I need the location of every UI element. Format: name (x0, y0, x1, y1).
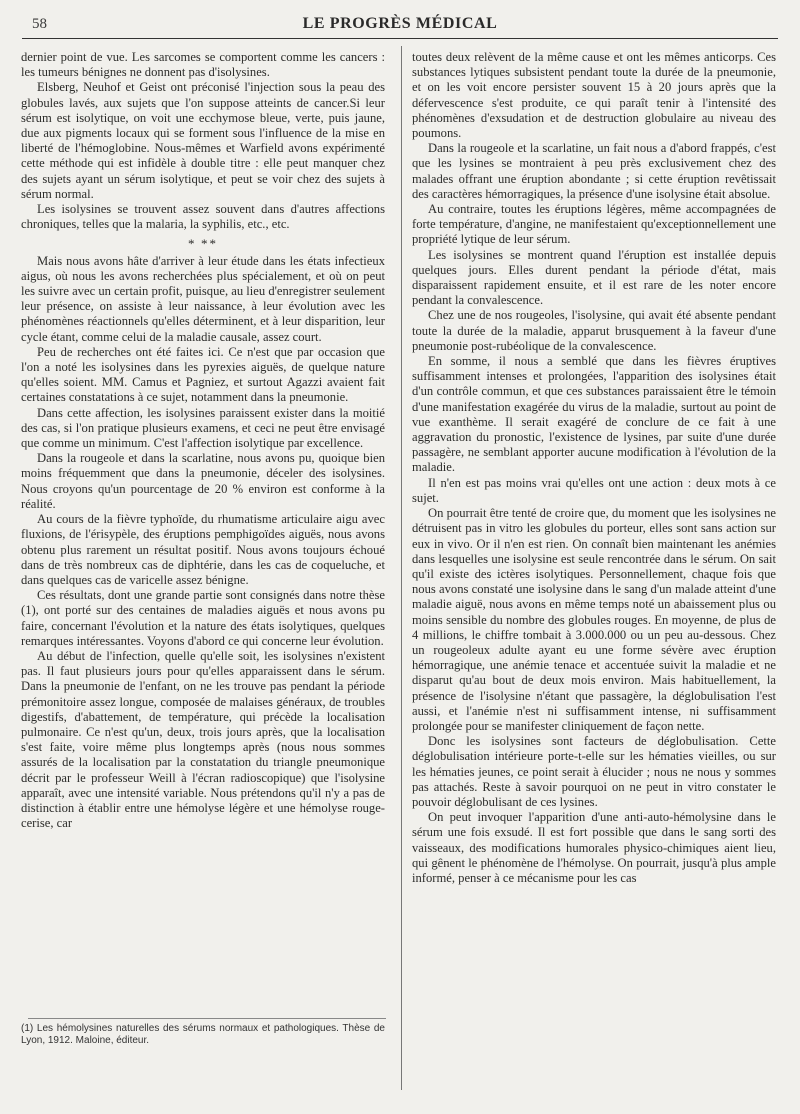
footnote-divider (28, 1018, 386, 1019)
paragraph: Dans la rougeole et dans la scarlatine, nous avons pu, quoique bien moins fréquemment que dans la pneumonie, déceler des isolysines. Nous croyons qu'un pourcentage de 20 % environ est conforme à la réalité. (21, 451, 385, 511)
paragraph: On peut invoquer l'apparition d'une anti-auto-hémolysine dans le sérum une fois exsudé. Il est fort possible que dans le sang sorti des vaisseaux, des modifications humorales physico-chimiques aient lieu, qui gênent le phénomène de l'hémolyse. On pourrait, jusqu'à plus ample informé, penser à ce mécanisme pour les cas (412, 810, 776, 885)
paragraph: Au contraire, toutes les éruptions légères, même accompagnées de forte température, d'angine, ne manifestaient qu'exceptionnellement une propriété lytique de leur sérum. (412, 202, 776, 247)
paragraph: toutes deux relèvent de la même cause et ont les mêmes anticorps. Ces substances lytiques subsistent pendant toute la durée de la pneumonie, et on les voit encore persister souvent 15 à 20 jours après que la défervescence s'est produite, ce qui paraît tenir à l'intensité des phénomènes d'exsudation et de destruction globulaire au niveau des poumons. (412, 50, 776, 141)
paragraph: Dans cette affection, les isolysines paraissent exister dans la moitié des cas, si l'on pratique plusieurs examens, et ceci ne peut être envisagé que comme un minimum. C'est l'affection isolytique par excellence. (21, 405, 385, 451)
page-number: 58 (32, 16, 47, 32)
paragraph: Dans la rougeole et la scarlatine, un fait nous a d'abord frappés, c'est que les lysines se montraient à peu près exclusivement chez des malades offrant une éruption abondante ; si cette éruption revêtissait des caractères hémorragiques, la présence d'une isolysine était absolue. (412, 141, 776, 201)
paragraph: En somme, il nous a semblé que dans les fièvres éruptives suffisamment intenses et prolongées, l'apparition des isolysines était d'un contrôle commun, et que ces substances paraissaient être le témoin d'une manifestation exagérée du virus de la maladie, surtout au point de vue exanthème. Il serait exagéré de conclure de ce fait à une aggravation du pronostic, l'existence de lysines, par suite d'une durée passagère, ne semblant apporter aucune modification à l'évolution de la maladie. (412, 354, 776, 475)
paragraph: Ces résultats, dont une grande partie sont consignés dans notre thèse (1), ont porté sur des centaines de maladies aiguës et nous avons pu faire, concernant l'évolution et la nature des états isolytiques, quelques remarques intéressantes. Voyons d'abord ce qui concerne leur évolution. (21, 588, 385, 648)
paragraph: Il n'en est pas moins vrai qu'elles ont une action : deux mots à ce sujet. (412, 475, 776, 505)
running-title: LE PROGRÈS MÉDICAL (302, 15, 498, 32)
paragraph: dernier point de vue. Les sarcomes se comportent comme les cancers : les tumeurs bénignes ne donnent pas d'isolysines. (21, 50, 385, 80)
paragraph: On pourrait être tenté de croire que, du moment que les isolysines ne détruisent pas in vitro les globules du porteur, elles sont sans action sur eux in vivo. Or il n'en est rien. On connaît bien maintenant les anémies dans lesquelles une isolysine est seule rencontrée dans le sérum. On sait qu'il existe des ictères isolytiques. Personnellement, chaque fois que nous avons constaté une isolysine dans le sang d'un malade atteint d'une maladie aiguë, nous avons en même temps noté un abaissement plus ou moins sensible du nombre des globules rouges. En moyenne, de plus de 4 millions, le chiffre tombait à 3.000.000 ou un peu au-dessous. Chez un rougeoleux adulte ayant eu une forme sévère avec éruption hémorragique, une anémie tenace et accentuée suivit la maladie et ne disparut qu'au bout de deux mois environ. Mais habituellement, la présence de l'isolysine n'étant que passagère, la déglobulisation l'est aussi, et l'anémie n'est ni suffisamment intense, ni suffisamment prolongée pour se manifester cliniquement de façon nette. (412, 506, 776, 733)
paragraph: Les isolysines se trouvent assez souvent dans d'autres affections chroniques, telles que la malaria, la syphilis, etc., etc. (21, 202, 385, 232)
paragraph: Au début de l'infection, quelle qu'elle soit, les isolysines n'existent pas. Il faut plusieurs jours pour qu'elles apparaissent dans le sérum. Dans la pneumonie de l'enfant, on ne les trouve pas pendant la période prémonitoire assez longue, composée de malaises généraux, de troubles digestifs, d'abattement, de température, qui précède la localisation pulmonaire. Ce n'est qu'un, deux, trois jours après, que la localisation s'est faite, voire même plus longtemps après (nous nous sommes assurés de la localisation par la constatation du triangle pneumonique décrit par le professeur Weill à l'écran radioscopique) que l'isolysine apparaît, avec une intensité variable. Nous prétendons qu'il n'y a pas de distinction à établir entre une hémolyse légère et une hémolyse rouge-cerise, car (21, 648, 385, 831)
paragraph: Chez une de nos rougeoles, l'isolysine, qui avait été absente pendant toute la durée de la maladie, apparut brusquement à la faveur d'une pneumonie post-rubéolique de la convalescence. (412, 308, 776, 353)
paragraph: Donc les isolysines sont facteurs de déglobulisation. Cette déglobulisation intérieure porte-t-elle sur les hématies vieilles, ou sur les hématies jeunes, ce point serait à élucider ; nous ne nous y sommes pas attachés. Reste à savoir pourquoi on ne peut in vitro constater le pouvoir déglobulisant de ces lysines. (412, 734, 776, 809)
paragraph: Peu de recherches ont été faites ici. Ce n'est que par occasion que l'on a noté les isolysines dans les pyrexies aiguës, de quelque nature qu'elles soient. MM. Camus et Pagniez, et surtout Agazzi avaient fait certaines constatations à ce sujet, notamment dans la pneumonie. (21, 344, 385, 405)
paragraph: Elsberg, Neuhof et Geist ont préconisé l'injection sous la peau des globules lavés, aux sujets que l'on suppose atteints de cancer.Si leur sérum est isolytique, on voit une ecchymose bleue, verte, puis jaune, due aux pigments locaux qui se forment sous l'influence de la mise en liberté de l'hémoglobine. Nous-mêmes et Warfield avons expérimenté cette méthode qui est infidèle à double titre : elle peut manquer chez des sujets ayant un sérum isolytique, et peut se voir chez des sujets à sérum normal. (21, 80, 385, 201)
right-column (412, 50, 776, 1100)
footnote: (1) Les hémolysines naturelles des sérums normaux et pathologiques. Thèse de Lyon, 1912. Maloine, éditeur. (21, 1023, 385, 1046)
paragraph: Les isolysines se montrent quand l'éruption est installée depuis quelques jours. Elles durent pendant la période d'état, mais disparaissent rapidement ensuite, et il est rare de les noter encore pendant la convalescence. (412, 247, 776, 308)
section-asterism: * ** (187, 236, 219, 252)
paragraph: Mais nous avons hâte d'arriver à leur étude dans les états infectieux aigus, où nous les avons recherchées plus spécialement, et où on peut les suivre avec un certain profit, puisque, au lieu d'enregistrer seulement leur présence, on assiste à leur naissance, à leur évolution avec les phénomènes réactionnels qu'elles déterminent, et à leur disparition, leur cycle étant, comme celui de la maladie causale, assez court. (21, 253, 385, 344)
paragraph: Au cours de la fièvre typhoïde, du rhumatisme articulaire aigu avec fluxions, de l'érisypèle, des éruptions pemphigoïdes aiguës, nous avons obtenu plus rarement un résultat positif. Nous avons toujours échoué dans de très nombreux cas de diphtérie, dans les cas de coqueluche, et dans quelques cas de varicelle assez bénigne. (21, 512, 385, 587)
column-divider (401, 46, 402, 1090)
left-column (21, 50, 385, 1015)
page-header (22, 14, 778, 39)
